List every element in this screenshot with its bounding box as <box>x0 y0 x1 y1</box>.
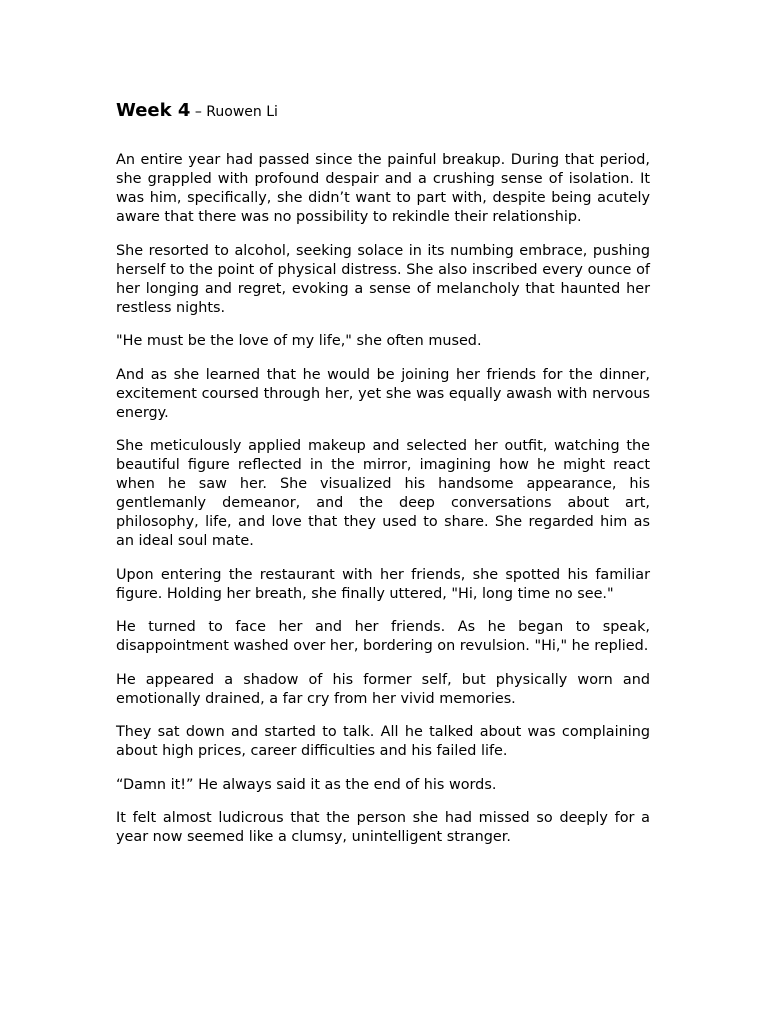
paragraph: An entire year had passed since the painful breakup. During that period, she grappled with profound despair and a crushing sense of isolation. It was him, specifically, she didn’t want to part with, despite being acutely aware that there was no possibility to rekindle their relationship. <box>116 152 650 225</box>
paragraph: "He must be the love of my life," she often mused. <box>116 333 482 349</box>
paragraph: It felt almost ludicrous that the person she had missed so deeply for a year now seemed like a clumsy, unintelligent stranger. <box>116 810 650 845</box>
document-title: Week 4 <box>116 100 191 121</box>
author-name: Ruowen Li <box>206 104 278 120</box>
paragraph: Upon entering the restaurant with her friends, she spotted his familiar figure. Holding her breath, she finally uttered, "Hi, long time no see." <box>116 566 650 602</box>
paragraph: He turned to face her and her friends. As he began to speak, disappointment washed over her, bordering on revulsion. "Hi," he replied. <box>116 619 650 654</box>
paragraph: And as she learned that he would be joining her friends for the dinner, excitement coursed through her, yet she was equally awash with nervous energy. <box>116 366 650 421</box>
paragraph: She resorted to alcohol, seeking solace in its numbing embrace, pushing herself to the point of physical distress. She also inscribed every ounce of her longing and regret, evoking a sense of melancholy that haunted her restless nights. <box>116 242 650 316</box>
paragraph: He appeared a shadow of his former self, but physically worn and emotionally drained, a far cry from her vivid memories. <box>116 671 650 707</box>
paragraph: They sat down and started to talk. All he talked about was complaining about high prices, career difficulties and his failed life. <box>116 724 650 759</box>
title-separator: – <box>190 104 207 120</box>
paragraph: “Damn it!” He always said it as the end of his words. <box>116 776 497 793</box>
document-heading <box>116 100 650 123</box>
paragraph: She meticulously applied makeup and selected her outfit, watching the beautiful figure reflected in the mirror, imagining how he might react when he saw her. She visualized his handsome appearance, his gentlemanly demeanor, and the deep conversations about art, philosophy, life, and love that they used to share. She regarded him as an ideal soul mate. <box>116 438 650 549</box>
document-body <box>116 100 650 862</box>
